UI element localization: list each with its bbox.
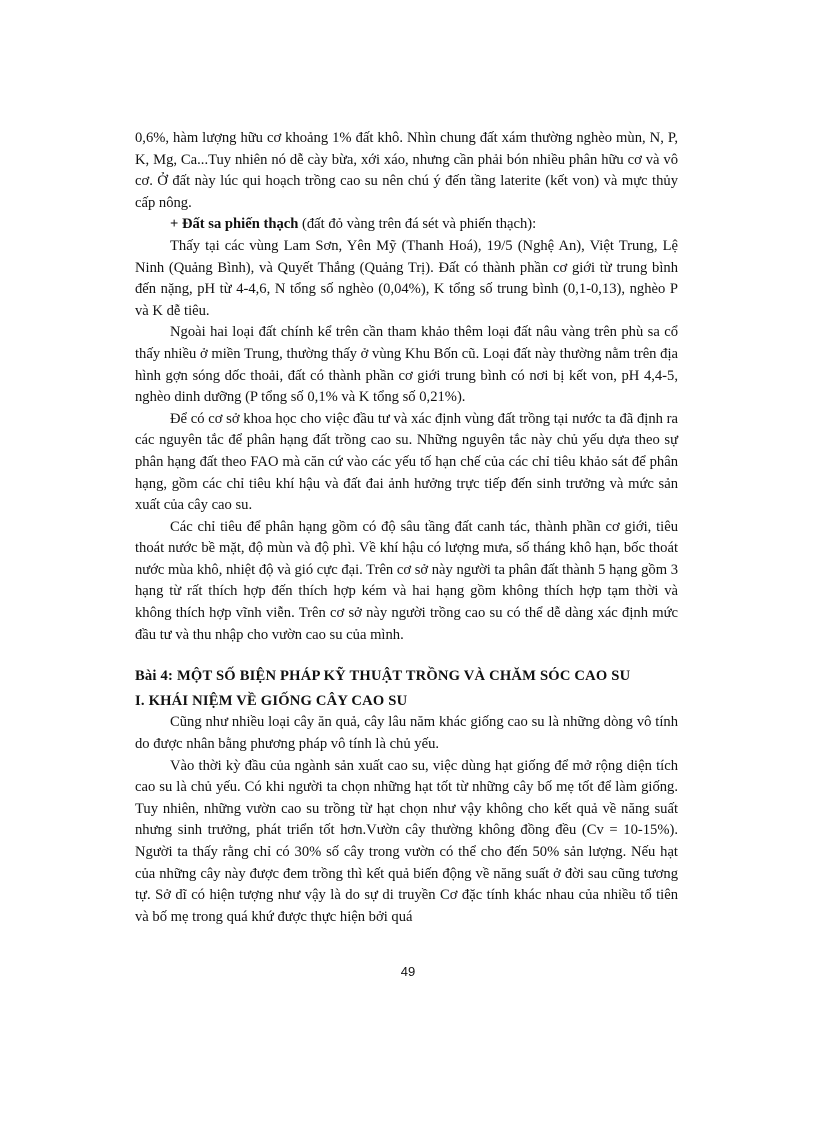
paragraph-brown-yellow-soil: Ngoài hai loại đất chính kể trên cần tham khảo thêm loại đất nâu vàng trên phù sa cổ thấy nhiều ở miền Trung, thường thấy ở vùng Khu Bốn cũ. Loại đất này thường nằm trên địa hình gợn sóng dốc thoải, đất có thành phần cơ giới trung bình có nơi bị kết von, pH 4,4-5, nghèo dinh dưỡng (P tổng số 0,1% và K tổng số 0,21%). xyxy=(135,324,678,406)
lesson-heading: Bài 4: MỘT SỐ BIỆN PHÁP KỸ THUẬT TRỒNG VÀ CHĂM SÓC CAO SU xyxy=(135,668,631,685)
soil-type-description: (đất đỏ vàng trên đá sét và phiến thạch): xyxy=(298,216,537,233)
document-page xyxy=(135,128,678,928)
paragraph-seed-propagation-history: Vào thời kỳ đầu của ngành sản xuất cao su, việc dùng hạt giống để mở rộng diện tích cao su là chủ yếu. Có khi người ta chọn những hạt tốt từ những cây bố mẹ tốt để làm giống. Tuy nhiên, những vườn cao su trồng từ hạt chọn như vậy không cho kết quả về năng suất nhưng sinh trưởng, phát triển tốt hơn.Vườn cây thường không đồng đều (Cv = 10-15%). Người ta thấy rằng chỉ có 30% số cây trong vườn có thể cho đến 50% sản lượng. Nếu hạt của những cây này được đem trồng thì kết quả biến động về năng suất ở đời sau cũng tương tự. Sở dĩ có hiện tượng như vậy là do sự di truyền Cơ đặc tính khác nhau của nhiều tổ tiên và bố mẹ trong quá khứ được thực hiện bởi quá xyxy=(135,757,678,925)
soil-type-heading xyxy=(135,214,678,236)
paragraph-classification-criteria: Các chỉ tiêu để phân hạng gồm có độ sâu tầng đất canh tác, thành phần cơ giới, tiêu thoát nước bề mặt, độ mùn và độ phì. Về khí hậu có lượng mưa, số tháng khô hạn, bốc thoát nước mùa khô, nhiệt độ và gió cực đại. Trên cơ sở này người ta phân đất thành 5 hạng gồm 3 hạng từ rất thích hợp đến thích hợp kém và hai hạng gồm không thích hợp tạm thời và không thích hợp vĩnh viễn. Trên cơ sở này người trồng cao su có thể dễ dàng xác định mức đầu tư và thu nhập cho vườn cao su của mình. xyxy=(135,518,678,643)
paragraph-land-classification-principles: Để có cơ sở khoa học cho việc đầu tư và xác định vùng đất trồng tại nước ta đã định ra các nguyên tắc để phân hạng đất trồng cao su. Những nguyên tắc này chủ yếu dựa theo sự phân hạng đất theo FAO mà căn cứ vào các yếu tố hạn chế của các chỉ tiêu khảo sát để phân hạng, gồm các chỉ tiêu khí hậu và đất đai ảnh hưởng trực tiếp đến sinh trưởng và mức sản xuất của cây cao su. xyxy=(135,410,678,514)
section-heading: I. KHÁI NIỆM VỀ GIỐNG CÂY CAO SU xyxy=(135,692,408,709)
paragraph-clone-concept: Cũng như nhiều loại cây ăn quả, cây lâu năm khác giống cao su là những dòng vô tính do được nhân bằng phương pháp vô tính là chủ yếu. xyxy=(135,714,678,753)
paragraph-shale-soil-locations: Thấy tại các vùng Lam Sơn, Yên Mỹ (Thanh Hoá), 19/5 (Nghệ An), Việt Trung, Lệ Ninh (Quảng Bình), và Quyết Thắng (Quảng Trị). Đất có thành phần cơ giới từ trung bình đến nặng, pH từ 4-4,6, N tổng số nghèo (0,04%), K tổng số trung bình (0,1-0,13), nghèo P và K dễ tiêu. xyxy=(135,237,678,319)
page-number: 49 xyxy=(400,964,416,979)
soil-type-bold-label: + Đất sa phiến thạch xyxy=(170,216,299,233)
paragraph-grey-soil: 0,6%, hàm lượng hữu cơ khoảng 1% đất khô. Nhìn chung đất xám thường nghèo mùn, N, P, K, Mg, Ca...Tuy nhiên nó dễ cày bừa, xới xáo, nhưng cần phải bón nhiều phân hữu cơ và vô cơ. Ở đất này lúc qui hoạch trồng cao su nên chú ý đến tầng laterite (kết von) và mực thủy cấp nông. xyxy=(135,130,678,211)
